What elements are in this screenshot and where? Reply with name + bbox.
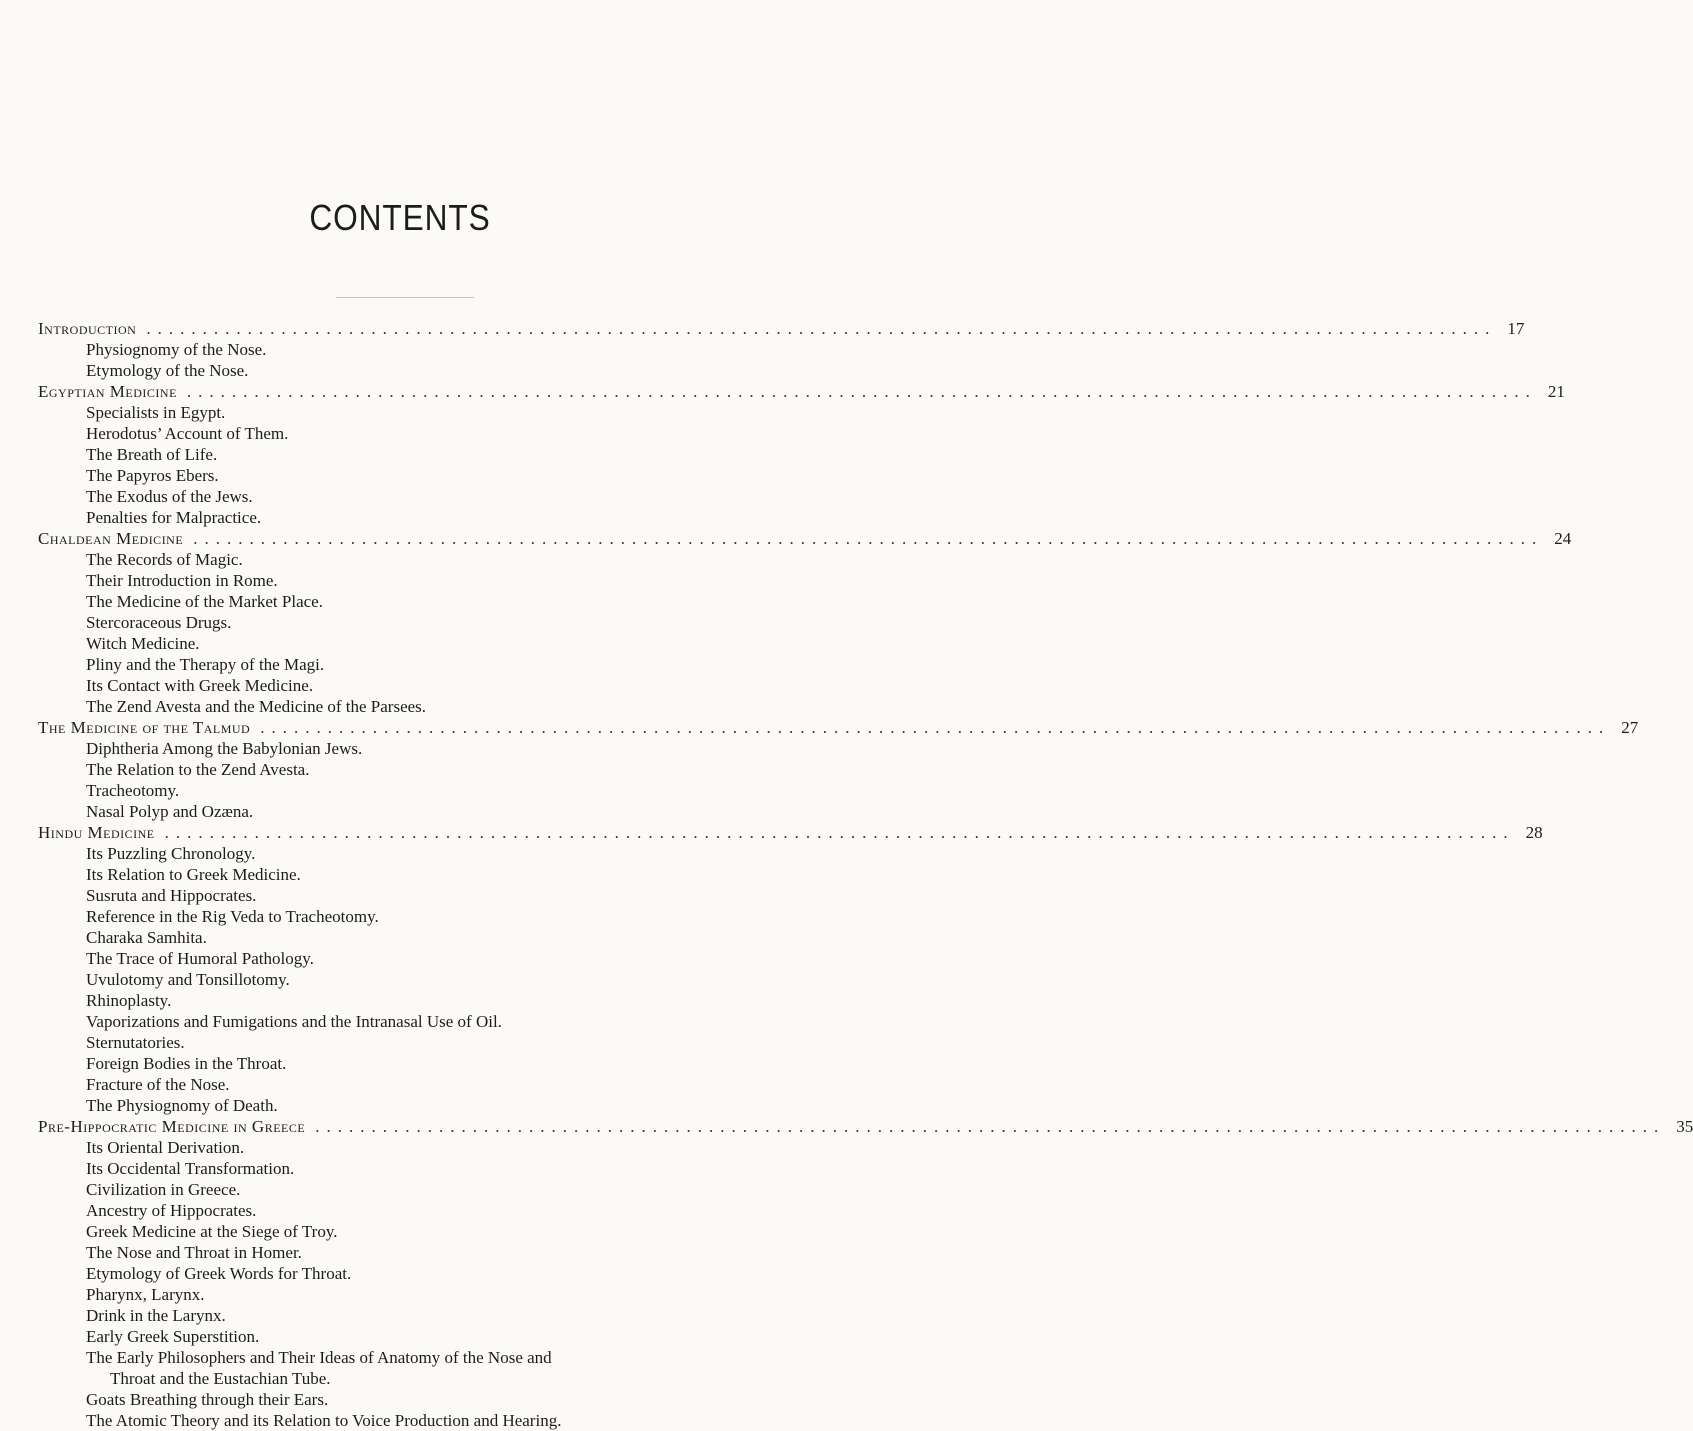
toc-topic: Civilization in Greece. — [86, 1180, 241, 1199]
chapter-title: Hindu Medicine — [38, 823, 155, 842]
toc-topic: Its Relation to Greek Medicine. — [86, 865, 301, 884]
chapter-title: Chaldean Medicine — [38, 529, 184, 548]
dot-leader: ........................................................................................................................ — [260, 718, 1611, 737]
toc-topic: Its Contact with Greek Medicine. — [86, 676, 314, 695]
chapter-page-number: 35 — [1676, 1117, 1693, 1136]
toc-chapter[interactable] — [38, 822, 1543, 843]
toc-topic: The Nose and Throat in Homer. — [86, 1243, 302, 1262]
dot-leader: ........................................................................................................................ — [164, 823, 1515, 842]
toc-chapter[interactable] — [38, 381, 1565, 402]
toc-topic: Etymology of the Nose. — [86, 361, 249, 380]
toc-topic: The Records of Magic. — [86, 550, 243, 569]
toc-topic: Witch Medicine. — [86, 634, 200, 653]
title-rule — [336, 297, 474, 298]
dot-leader: ........................................................................................................................ — [146, 319, 1497, 338]
chapter-page-number: 17 — [1507, 319, 1525, 338]
toc-chapter[interactable] — [38, 318, 1525, 339]
toc-topic: Ancestry of Hippocrates. — [86, 1201, 257, 1220]
toc-topic: Their Introduction in Rome. — [86, 571, 278, 590]
toc-topic: Vaporizations and Fumigations and the Intranasal Use of Oil. — [86, 1012, 502, 1031]
toc-topic: Early Greek Superstition. — [86, 1327, 260, 1346]
chapter-title: Egyptian Medicine — [38, 382, 177, 401]
toc-topic: Its Oriental Derivation. — [86, 1138, 245, 1157]
toc-topic: Nasal Polyp and Ozæna. — [86, 802, 254, 821]
toc-topic: Sternutatories. — [86, 1033, 185, 1052]
toc-topic: The Breath of Life. — [86, 445, 218, 464]
dot-leader: ........................................................................................................................ — [193, 529, 1544, 548]
toc-topic: Stercoraceous Drugs. — [86, 613, 232, 632]
toc-topic: Pliny and the Therapy of the Magi. — [86, 655, 325, 674]
toc-topic: Goats Breathing through their Ears. — [86, 1390, 329, 1409]
toc-topic: Penalties for Malpractice. — [86, 508, 262, 527]
chapter-title: The Medicine of the Talmud — [38, 718, 251, 737]
toc-topic: Herodotus’ Account of Them. — [86, 424, 289, 443]
toc-topic: Tracheotomy. — [86, 781, 180, 800]
toc-topic: Greek Medicine at the Siege of Troy. — [86, 1222, 338, 1241]
toc-topic: The Medicine of the Market Place. — [86, 592, 323, 611]
toc-topic: The Physiognomy of Death. — [86, 1096, 278, 1115]
chapter-page-number: 21 — [1547, 382, 1565, 401]
toc-topic: Physiognomy of the Nose. — [86, 340, 267, 359]
toc-topic: The Papyros Ebers. — [86, 466, 219, 485]
toc-topic: The Exodus of the Jews. — [86, 487, 253, 506]
dot-leader: ........................................................................................................................ — [186, 382, 1537, 401]
toc-topic: Its Puzzling Chronology. — [86, 844, 256, 863]
toc-topic: The Relation to the Zend Avesta. — [86, 760, 310, 779]
toc-topic: Drink in the Larynx. — [86, 1306, 226, 1325]
toc-topic: Its Occidental Transformation. — [86, 1159, 295, 1178]
toc-topic: Foreign Bodies in the Throat. — [86, 1054, 287, 1073]
toc-topic: Charaka Samhita. — [86, 928, 207, 947]
toc-topic: Uvulotomy and Tonsillotomy. — [86, 970, 290, 989]
toc-topic: Diphtheria Among the Babylonian Jews. — [86, 739, 363, 758]
toc-topic: Specialists in Egypt. — [86, 403, 226, 422]
toc-topic-continuation: Throat and the Eustachian Tube. — [110, 1369, 331, 1388]
chapter-title: Introduction — [38, 319, 137, 338]
toc-topic: Etymology of Greek Words for Throat. — [86, 1264, 352, 1283]
toc-topic: The Early Philosophers and Their Ideas of Anatomy of the Nose and — [86, 1348, 552, 1367]
chapter-page-number: 24 — [1554, 529, 1572, 548]
chapter-page-number: 28 — [1525, 823, 1543, 842]
toc-chapter[interactable] — [38, 528, 1572, 549]
toc-topic: The Atomic Theory and its Relation to Voice Production and Hearing. — [86, 1411, 562, 1430]
dot-leader: ........................................................................................................................ — [315, 1117, 1666, 1136]
page-title: CONTENTS — [309, 197, 491, 238]
toc-topic: The Trace of Humoral Pathology. — [86, 949, 314, 968]
chapter-title: Pre-Hippocratic Medicine in Greece — [38, 1117, 306, 1136]
toc-chapter[interactable] — [38, 717, 1639, 738]
table-of-contents — [38, 318, 1693, 1431]
toc-topic: Reference in the Rig Veda to Tracheotomy. — [86, 907, 379, 926]
toc-topic: The Zend Avesta and the Medicine of the Parsees. — [86, 697, 427, 716]
toc-topic: Susruta and Hippocrates. — [86, 886, 257, 905]
toc-topic: Pharynx, Larynx. — [86, 1285, 205, 1304]
toc-topic: Fracture of the Nose. — [86, 1075, 230, 1094]
toc-topic: Rhinoplasty. — [86, 991, 172, 1010]
toc-chapter[interactable] — [38, 1116, 1693, 1137]
chapter-page-number: 27 — [1621, 718, 1639, 737]
